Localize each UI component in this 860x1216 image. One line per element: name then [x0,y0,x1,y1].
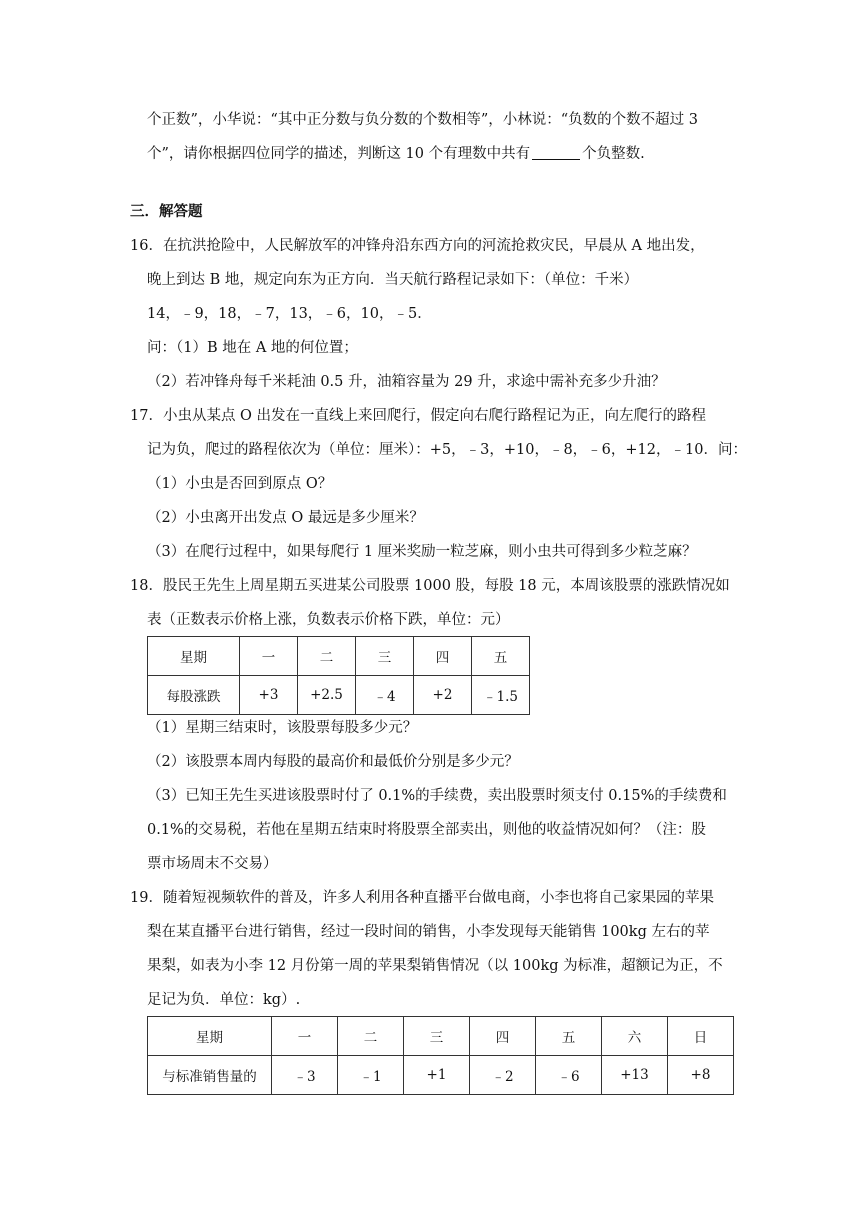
table-cell: ﹣1.5 [472,676,530,715]
table-cell: 五 [536,1017,602,1056]
q15-line-2 [147,144,645,164]
table-cell: 星期 [148,637,240,676]
q16-line-2: 晚上到达 B 地，规定向东为正方向．当天航行路程记录如下：（单位：千米） [147,272,639,288]
q17-line-1: 17．小虫从某点 O 出发在一直线上来回爬行，假定向右爬行路程记为正，向左爬行的路程 [130,408,707,424]
q15-line-2-text: 个”，请你根据四位同学的描述，判断这 10 个有理数中共有 [147,146,531,162]
table-header-row [148,1017,734,1056]
q17-line-4: （2）小虫离开出发点 O 最远是多少厘米？ [147,510,424,526]
table-cell: ﹣6 [536,1056,602,1095]
table-header-row [148,637,530,676]
table-cell: 六 [602,1017,668,1056]
q17-line-5: （3）在爬行过程中，如果每爬行 1 厘米奖励一粒芝麻，则小虫共可得到多少粒芝麻？ [147,544,697,560]
table-cell: +8 [668,1056,734,1095]
q17-line-2: 记为负，爬过的路程依次为（单位：厘米）：+5，﹣3，+10，﹣8，﹣6，+12，﹣10．问： [147,442,747,458]
q18-sub-2: （2）该股票本周内每股的最高价和最低价分别是多少元？ [147,754,519,770]
q18-line-2: 表（正数表示价格上涨，负数表示价格下跌，单位：元） [147,612,510,628]
q19-line-2: 梨在某直播平台进行销售，经过一段时间的销售，小李发现每天能销售 100kg 左右的苹 [147,924,710,940]
table-cell: +2 [414,676,472,715]
q16-line-3: 14，﹣9，18，﹣7，13，﹣6，10，﹣5． [147,306,432,322]
q18-sub-3a: （3）已知王先生买进该股票时付了 0.1%的手续费，卖出股票时须支付 0.15%的手续费和 [147,788,727,804]
q18-sub-3c: 票市场周末不交易） [147,856,278,872]
table-cell: 每股涨跌 [148,676,240,715]
q16-line-5: （2）若冲锋舟每千米耗油 0.5 升，油箱容量为 29 升，求途中需补充多少升油？ [147,374,666,390]
table-cell: ﹣2 [470,1056,536,1095]
table-cell: 日 [668,1017,734,1056]
table-cell: 四 [470,1017,536,1056]
q16-line-1: 16．在抗洪抢险中，人民解放军的冲锋舟沿东西方向的河流抢救灾民，早晨从 A 地出发， [130,238,705,254]
table-cell: +13 [602,1056,668,1095]
stock-table [147,636,530,715]
table-cell: 一 [272,1017,338,1056]
q18-line-1: 18．股民王先生上周星期五买进某公司股票 1000 股，每股 18 元，本周该股票的涨跌情况如 [130,578,730,594]
table-row [148,1056,734,1095]
q19-line-4: 足记为负．单位：kg）. [147,992,301,1008]
q19-line-3: 果梨，如表为小李 12 月份第一周的苹果梨销售情况（以 100kg 为标准，超额记为正，不 [147,958,723,974]
q19-line-1: 19．随着短视频软件的普及，许多人利用各种直播平台做电商，小李也将自己家果园的苹果 [130,890,714,906]
table-cell: ﹣1 [338,1056,404,1095]
q15-line-2-tail: 个负整数. [582,146,645,162]
q18-sub-1: （1）星期三结束时，该股票每股多少元？ [147,720,418,736]
table-cell: 星期 [148,1017,272,1056]
q18-sub-3b: 0.1%的交易税，若他在星期五结束时将股票全部卖出，则他的收益情况如何？（注：股 [147,822,706,838]
table-cell: 五 [472,637,530,676]
table-row [148,676,530,715]
sales-table [147,1016,734,1095]
table-cell: 四 [414,637,472,676]
table-cell: 一 [240,637,298,676]
table-cell: +1 [404,1056,470,1095]
section-title: 三．解答题 [130,204,203,220]
table-cell: +3 [240,676,298,715]
table-cell: ﹣4 [356,676,414,715]
table-cell: 二 [298,637,356,676]
table-cell: +2.5 [298,676,356,715]
table-cell: 与标准销售量的 [148,1056,272,1095]
q16-line-4: 问：（1）B 地在 A 地的何位置； [147,340,358,356]
table-cell: 二 [338,1017,404,1056]
table-cell: 三 [404,1017,470,1056]
q17-line-3: （1）小虫是否回到原点 O？ [147,476,333,492]
table-cell: 三 [356,637,414,676]
q15-line-1: 个正数”，小华说：“其中正分数与负分数的个数相等”，小林说：“负数的个数不超过 3 [147,112,698,128]
answer-blank[interactable] [532,145,580,160]
table-cell: ﹣3 [272,1056,338,1095]
